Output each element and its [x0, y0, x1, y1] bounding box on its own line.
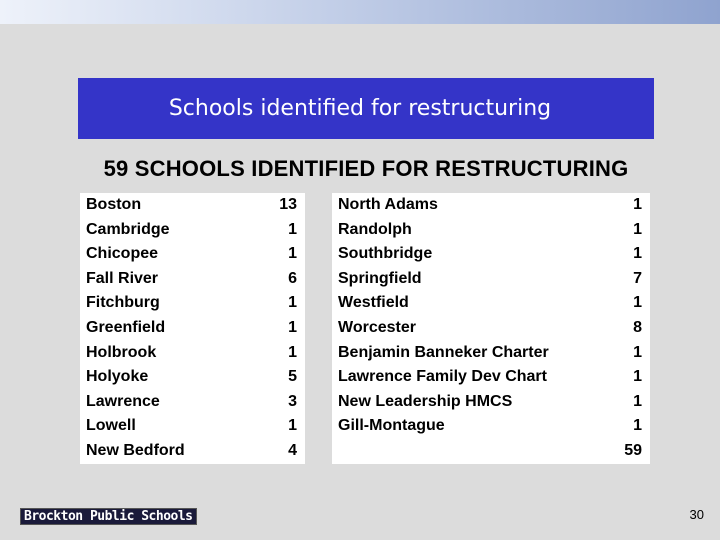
table-row [332, 267, 650, 292]
school-name: New Leadership HMCS [338, 392, 513, 410]
school-name: Worcester [338, 318, 416, 336]
table-row [332, 193, 650, 218]
school-name: Gill-Montague [338, 417, 445, 435]
table-row [332, 365, 650, 390]
school-name: Chicopee [86, 245, 159, 263]
school-count: 3 [288, 392, 297, 410]
school-count: 7 [633, 269, 642, 287]
school-count: 1 [288, 318, 297, 336]
school-name: Lawrence Family Dev Chart [338, 368, 547, 386]
school-name: Southbridge [338, 245, 433, 263]
school-name: North Adams [338, 196, 438, 213]
top-gradient-band [0, 0, 720, 24]
table-row [80, 291, 305, 316]
school-name: Fitchburg [86, 294, 160, 312]
school-name: Holbrook [86, 343, 157, 361]
school-count: 5 [288, 368, 297, 386]
table-row [332, 291, 650, 316]
table-row [332, 242, 650, 267]
brockton-logo: Brockton Public Schools [20, 508, 197, 525]
table-row [332, 414, 650, 439]
table-row [80, 439, 305, 464]
total-row [332, 439, 650, 464]
table-row [332, 218, 650, 243]
school-count: 1 [633, 417, 642, 435]
table-row [80, 242, 305, 267]
school-name: Benjamin Banneker Charter [338, 343, 549, 361]
table-row [80, 414, 305, 439]
table-row [80, 316, 305, 341]
page-number: 30 [689, 507, 704, 522]
title-banner [78, 78, 654, 139]
school-count: 4 [288, 441, 297, 459]
table-row [332, 341, 650, 366]
school-name: New Bedford [86, 441, 185, 459]
school-name: Holyoke [86, 368, 149, 386]
school-count: 1 [288, 220, 297, 238]
table-row [80, 365, 305, 390]
school-count: 1 [633, 392, 642, 410]
school-name: Boston [86, 196, 142, 213]
left-school-table [80, 193, 305, 464]
school-count: 1 [288, 343, 297, 361]
table-row [80, 218, 305, 243]
table-row [80, 341, 305, 366]
slide-heading: 59 SCHOOLS IDENTIFIED FOR RESTRUCTURING [103, 156, 629, 181]
slide-title: Schools identified for restructuring [168, 96, 552, 121]
school-count: 8 [633, 318, 642, 336]
school-name: Westfield [338, 294, 409, 312]
school-count: 1 [633, 196, 642, 213]
table-row [332, 316, 650, 341]
total-count: 59 [624, 441, 642, 459]
table-row [80, 390, 305, 415]
school-count: 13 [279, 196, 297, 213]
school-count: 1 [288, 245, 297, 263]
school-count: 1 [633, 368, 642, 386]
right-school-table [332, 193, 650, 464]
school-count: 1 [633, 294, 642, 312]
table-row [332, 390, 650, 415]
school-name: Cambridge [86, 220, 170, 238]
school-count: 1 [633, 245, 642, 263]
school-name: Lowell [86, 417, 136, 435]
school-count: 1 [288, 417, 297, 435]
school-count: 6 [288, 269, 297, 287]
table-row [80, 193, 305, 218]
school-name: Lawrence [86, 392, 160, 410]
school-count: 1 [633, 220, 642, 238]
school-count: 1 [288, 294, 297, 312]
school-count: 1 [633, 343, 642, 361]
table-row [80, 267, 305, 292]
school-name: Randolph [338, 220, 412, 238]
school-name: Greenfield [86, 318, 166, 336]
school-name: Fall River [86, 269, 159, 287]
school-name: Springfield [338, 269, 422, 287]
